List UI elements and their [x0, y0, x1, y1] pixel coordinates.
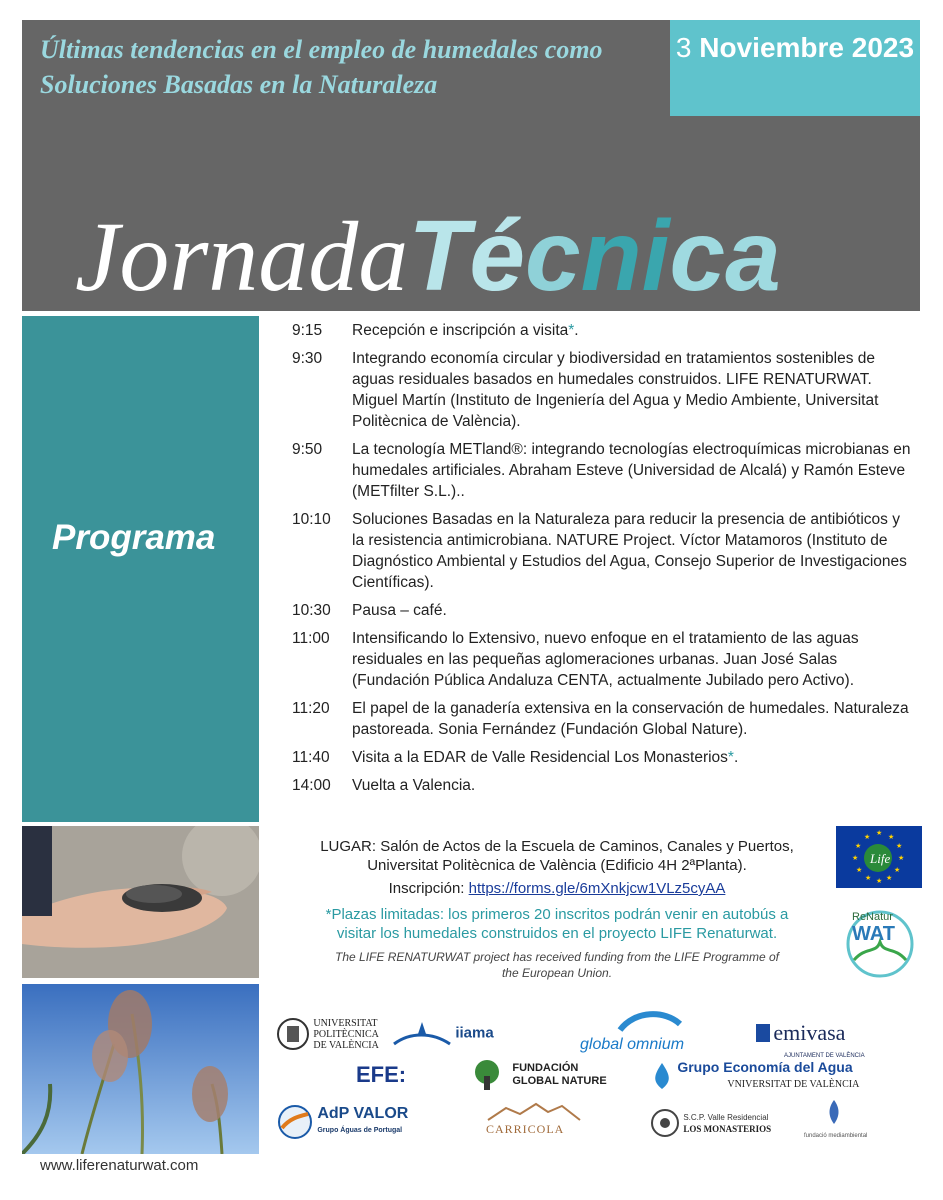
date-month-year: Noviembre 2023 [699, 32, 915, 63]
upv-line-2: POLITÈCNICA [313, 1028, 379, 1040]
photo-reed-plants [22, 984, 259, 1154]
logo-fundacion-global-nature [465, 1058, 607, 1092]
scp-line-2: LOS MONASTERIOS [683, 1124, 772, 1134]
global-omnium-text: global omnium [580, 1036, 685, 1053]
logo-scp-los-monasterios [650, 1108, 771, 1138]
trailing-punctuation: . [574, 322, 579, 339]
schedule-time: 9:50 [292, 441, 323, 458]
schedule-item [292, 747, 912, 768]
svg-text:★: ★ [876, 877, 883, 885]
asterisk-mark: * [727, 749, 734, 766]
svg-text:★: ★ [886, 874, 893, 882]
schedule-description [352, 698, 912, 740]
adp-line-2: Grupo Águas de Portugal [317, 1126, 403, 1134]
svg-text:★: ★ [864, 833, 871, 841]
title-part-1: Té [408, 200, 526, 312]
schedule-item [292, 628, 912, 691]
schedule-time: 11:40 [292, 749, 330, 766]
svg-text:★: ★ [852, 854, 859, 862]
schedule-item [292, 348, 912, 432]
logo-upv [276, 1016, 379, 1052]
logo-efe: EFE: [356, 1062, 407, 1087]
carricola-text: CARRICOLA [486, 1122, 565, 1136]
schedule-list [292, 320, 912, 803]
funding-line-1: The LIFE RENATURWAT project has received funding from the LIFE Programme of [335, 950, 779, 964]
schedule-time: 11:20 [292, 700, 330, 717]
life-eu-logo [836, 826, 922, 888]
title-part-3: ni [580, 200, 670, 312]
schedule-text: Recepción e inscripción a visita [352, 322, 569, 339]
program-label: Programa [52, 518, 216, 557]
renatur-bottom-text: WAT [852, 923, 895, 945]
schedule-description [352, 600, 912, 621]
schedule-time: 14:00 [292, 777, 331, 794]
schedule-text: Intensificando lo Extensivo, nuevo enfoque en el tratamiento de las aguas residuales en las pequeñas aglomeraciones urbanas. Juan José Salas (Fundación Pública Andaluza CENTA, actualmente Jubilado pero Activo). [352, 630, 859, 689]
upv-line-1: UNIVERSITAT [313, 1017, 378, 1029]
title-part-4: ca [669, 200, 781, 312]
schedule-text: La tecnología METland®: integrando tecnologías electroquímicas microbianas en humedales artificiales. Abraham Esteve (Universidad de Alcalá) y Ramón Esteve (METfilter S.L.).. [352, 441, 911, 500]
emivasa-sub: AJUNTAMENT DE VALÈNCIA [784, 1053, 865, 1059]
title-part-2: c [525, 200, 581, 312]
schedule-item [292, 600, 912, 621]
limited-seats-note [270, 905, 844, 943]
svg-text:★: ★ [856, 866, 863, 874]
gea-line-1: Grupo Economía del Agua [677, 1059, 853, 1075]
inscription-line [270, 880, 844, 897]
svg-text:★: ★ [898, 854, 905, 862]
scp-line-1: S.C.P. Valle Residencial [683, 1113, 769, 1122]
upv-line-3: DE VALÈNCIA [313, 1039, 379, 1051]
inscription-link[interactable]: https://forms.gle/6mXnkjcw1VLz5cyAA [468, 880, 726, 897]
fgn-line-2: GLOBAL NATURE [512, 1075, 607, 1087]
iiama-text: iiama [455, 1024, 494, 1042]
svg-text:★: ★ [876, 829, 883, 837]
svg-text:★: ★ [894, 866, 901, 874]
schedule-description [352, 628, 912, 691]
photo-hand-with-gravel [22, 826, 259, 978]
schedule-text: El papel de la ganadería extensiva en la conservación de humedales. Naturaleza pastoreada. Sonia Fernández (Fundación Global Nature). [352, 700, 909, 738]
schedule-text: Soluciones Basadas en la Naturaleza para reducir la presencia de antibióticos y la resistencia antimicrobiana. NATURE Project. Víctor Matamoros (Instituto de Diagnóstico Ambiental y Estudios del Agua, Consejo Superior de Investigaciones Científicas). [352, 511, 907, 591]
schedule-item [292, 320, 912, 341]
program-panel [22, 316, 259, 822]
fundacio-text: fundació mediambiental [804, 1133, 868, 1139]
website-url[interactable]: www.liferenaturwat.com [40, 1157, 199, 1174]
adp-line-1: AdP VALOR [317, 1104, 409, 1122]
schedule-item [292, 698, 912, 740]
svg-text:★: ★ [896, 842, 903, 850]
schedule-time: 9:30 [292, 350, 323, 367]
event-title [75, 196, 781, 317]
limited-line-1: *Plazas limitadas: los primeros 20 inscritos podrán venir en autobús a [325, 906, 789, 923]
limited-line-2: visitar los humedales construidos en el proyecto LIFE Renaturwat. [336, 925, 778, 942]
trailing-punctuation: . [733, 749, 739, 766]
asterisk-mark: * [568, 322, 575, 339]
logo-emivasa [756, 1020, 865, 1060]
schedule-text: Integrando economía circular y biodiversidad en tratamientos sostenibles de aguas residuales basados en humedales construidos. LIFE RENATURWAT. Miguel Martín (Instituto de Ingeniería del Agua y Medio Ambiente, Universitat Politècnica de València). [352, 350, 879, 430]
schedule-item [292, 439, 912, 502]
venue-line-1: LUGAR: Salón de Actos de la Escuela de Caminos, Canales y Puertos, [320, 838, 794, 855]
funding-line-2: the European Union. [501, 966, 613, 980]
schedule-description [352, 775, 912, 796]
event-date [670, 32, 920, 64]
renatur-top-text: ReNatur [852, 911, 893, 923]
gea-line-2: VNIVERSITAT DE VALÈNCIA [727, 1079, 860, 1090]
schedule-time: 10:30 [292, 602, 331, 619]
logo-global-omnium [580, 1008, 710, 1054]
schedule-time: 11:00 [292, 630, 330, 647]
svg-text:★: ★ [855, 842, 862, 850]
schedule-time: 9:15 [292, 322, 323, 339]
inscription-label: Inscripción: [388, 880, 469, 897]
logo-grupo-economia-agua [650, 1060, 859, 1092]
schedule-item [292, 509, 912, 593]
schedule-description [352, 509, 912, 593]
life-text: Life [870, 851, 891, 866]
funding-note [270, 949, 844, 981]
schedule-description [352, 747, 912, 768]
venue-line-2: Universitat Politècnica de València (Edificio 4H 2ªPlanta). [367, 857, 747, 874]
schedule-text: Vuelta a Valencia. [352, 777, 476, 794]
schedule-text: Pausa – café. [352, 602, 447, 619]
svg-text:★: ★ [865, 874, 872, 882]
schedule-description [352, 320, 912, 341]
schedule-item [292, 775, 912, 796]
logo-carricola [486, 1100, 582, 1137]
title-word-jornada: Jornada [75, 201, 409, 312]
event-subtitle: Últimas tendencias en el empleo de humedales como Soluciones Basadas en la Naturaleza [40, 35, 603, 99]
logo-iiama [392, 1016, 494, 1050]
logo-fundacio-mediambiental [804, 1098, 868, 1140]
schedule-text: Visita a la EDAR de Valle Residencial Los Monasterios [352, 749, 728, 766]
fgn-line-1: FUNDACIÓN [512, 1062, 579, 1074]
schedule-description [352, 348, 912, 432]
renaturwat-logo [838, 902, 922, 978]
date-day: 3 [675, 32, 692, 63]
logo-adp-valor [276, 1104, 408, 1140]
schedule-time: 10:10 [292, 511, 331, 528]
schedule-description [352, 439, 912, 502]
venue-info [270, 837, 844, 875]
svg-text:★: ★ [888, 833, 895, 841]
emivasa-text: emivasa [773, 1020, 846, 1045]
